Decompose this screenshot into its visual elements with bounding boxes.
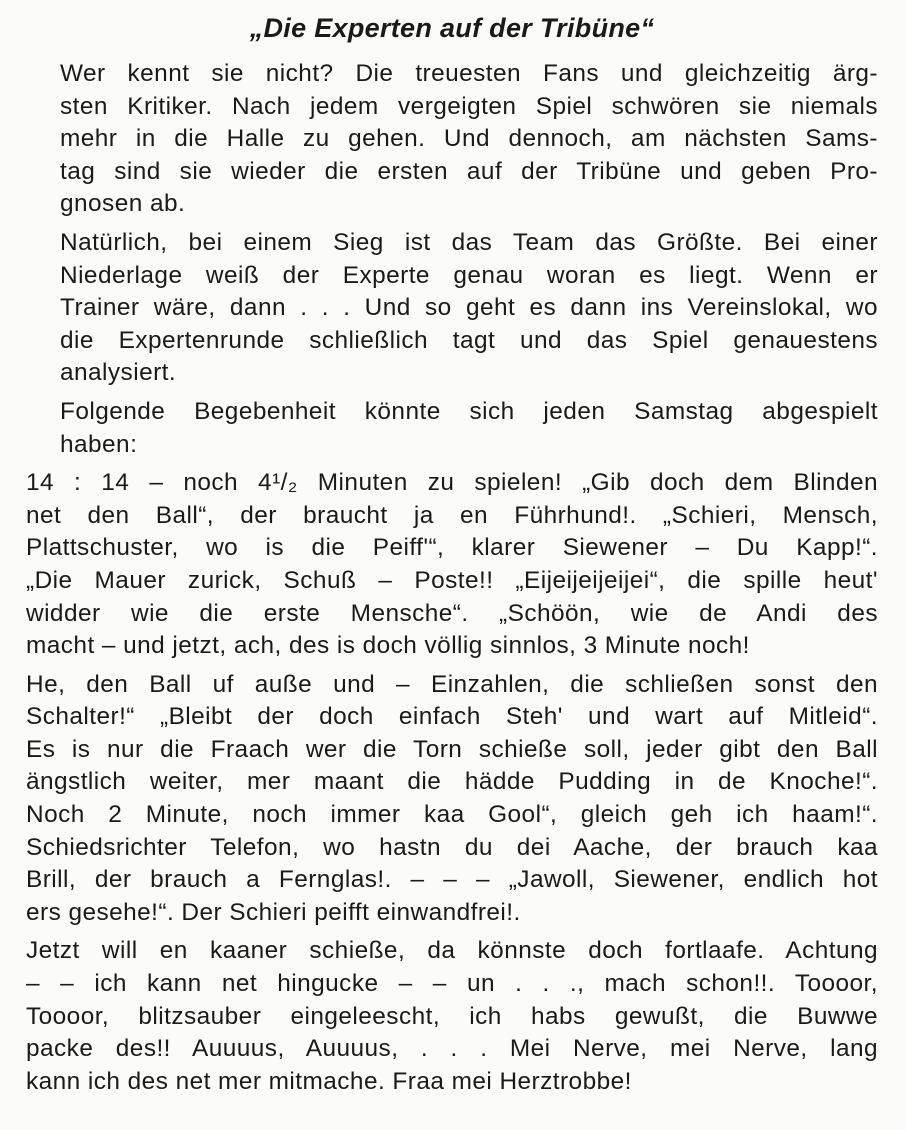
text-line: Schalter!“ „Bleibt der doch einfach Steh' und wart auf Mitleid“. bbox=[26, 703, 878, 731]
text-line: die Expertenrunde schließlich tagt und das Spiel genauestens bbox=[60, 326, 878, 354]
text-line: Noch 2 Minute, noch immer kaa Gool“, gleich geh ich haam!“. bbox=[26, 801, 878, 829]
text-line: gnosen ab. bbox=[60, 190, 186, 218]
text-line: Jetzt will en kaaner schieße, da könnste doch fortlaafe. Achtung bbox=[26, 937, 878, 965]
text-line: Niederlage weiß der Experte genau woran es liegt. Wenn er bbox=[60, 261, 878, 289]
text-line: Wer kennt sie nicht? Die treuesten Fans und gleichzeitig ärg- bbox=[60, 60, 878, 87]
text-line: „Die Mauer zurick, Schuß – Poste!! „Eijeijeijeijei“, die spille heut' bbox=[26, 566, 878, 594]
text-line: He, den Ball uf auße und – Einzahlen, die schließen sonst den bbox=[26, 670, 878, 698]
text-line: – – ich kann net hingucke – – un . . ., mach schon!!. Toooor, bbox=[26, 970, 878, 998]
text-line: net den Ball“, der braucht ja en Führhund!. „Schieri, Mensch, bbox=[26, 501, 878, 529]
document-page bbox=[26, 10, 878, 1104]
text-line: Plattschuster, wo is die Peiff'“, klarer Siewener – Du Kapp!“. bbox=[26, 534, 878, 562]
text-line: Schiedsrichter Telefon, wo hastn du dei Aache, der brauch kaa bbox=[26, 833, 878, 861]
text-line: Es is nur die Fraach wer die Torn schieße soll, jeder gibt den Ball bbox=[26, 735, 878, 763]
paragraph bbox=[26, 467, 878, 663]
text-line: widder wie die erste Mensche“. „Schöön, wie de Andi des bbox=[26, 599, 878, 627]
text-line: mehr in die Halle zu gehen. Und dennoch, am nächsten Sams- bbox=[60, 125, 878, 153]
paragraph bbox=[26, 58, 878, 221]
text-line: 14 : 14 – noch 4¹/₂ Minuten zu spielen! „Gib doch dem Blinden bbox=[26, 469, 878, 497]
paragraph bbox=[26, 669, 878, 930]
document-body bbox=[26, 58, 878, 1098]
text-line: kann ich des net mer mitmache. Fraa mei Herztrobbe! bbox=[26, 1067, 632, 1095]
text-line: ers gesehe!“. Der Schieri peifft einwandfrei!. bbox=[26, 898, 521, 926]
text-line: Trainer wäre, dann . . . Und so geht es dann ins Vereinslokal, wo bbox=[60, 294, 878, 322]
document-title: „Die Experten auf der Tribüne“ bbox=[249, 13, 655, 43]
text-line: analysiert. bbox=[60, 359, 177, 387]
paragraph bbox=[26, 396, 878, 461]
text-line: sten Kritiker. Nach jedem vergeigten Spiel schwören sie niemals bbox=[60, 92, 878, 120]
text-line: packe des!! Auuuus, Auuuus, . . . Mei Nerve, mei Nerve, lang bbox=[26, 1035, 878, 1063]
text-line: Brill, der brauch a Fernglas!. – – – „Jawoll, Siewener, endlich hot bbox=[26, 866, 878, 894]
text-line: Natürlich, bei einem Sieg ist das Team das Größte. Bei einer bbox=[60, 228, 878, 256]
text-line: tag sind sie wieder die ersten auf der Tribüne und geben Pro- bbox=[60, 157, 878, 185]
paragraph bbox=[26, 227, 878, 390]
text-line: haben: bbox=[60, 430, 138, 458]
text-line: Folgende Begebenheit könnte sich jeden Samstag abgespielt bbox=[60, 397, 878, 425]
text-line: Toooor, blitzsauber eingeleescht, ich habs gewußt, die Buwwe bbox=[26, 1002, 878, 1030]
text-line: macht – und jetzt, ach, des is doch völlig sinnlos, 3 Minute noch! bbox=[26, 632, 750, 660]
text-line: ängstlich weiter, mer maant die hädde Pudding in de Knoche!“. bbox=[26, 768, 878, 796]
paragraph bbox=[26, 935, 878, 1098]
